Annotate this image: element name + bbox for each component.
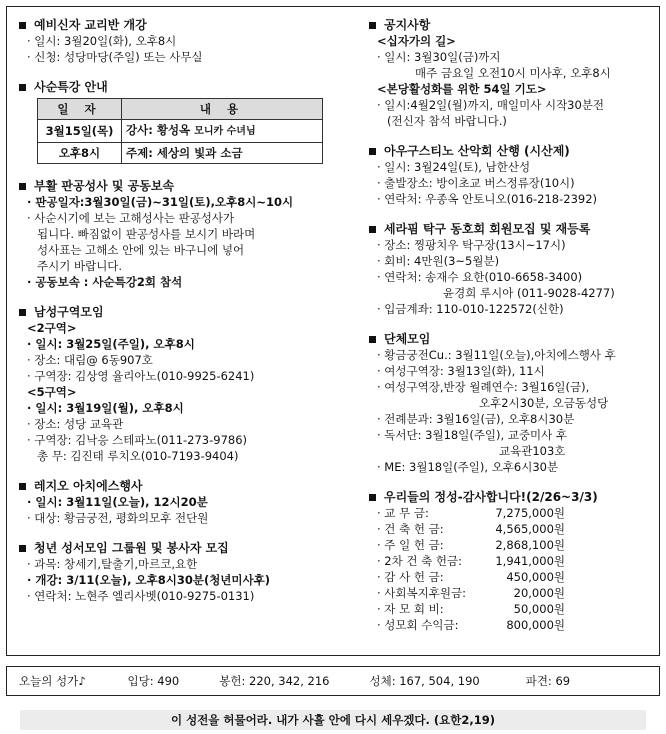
offering-label: · 2차 건 축 헌금: <box>377 554 463 568</box>
offering-amount: 20,000원 <box>513 586 565 600</box>
section-title-text: 청년 성서모임 그룹원 및 봉사자 모집 <box>34 541 229 555</box>
men-group-section <box>19 304 334 464</box>
hiking-title <box>369 143 659 159</box>
square-bullet-icon <box>19 483 26 490</box>
offering-row <box>369 537 659 553</box>
notice-title <box>369 17 659 33</box>
section-title-text: 아우구스티노 산악회 산행 (시산제) <box>384 144 570 158</box>
youth-section <box>19 540 334 604</box>
offering-amount: 7,275,000원 <box>495 506 565 520</box>
offering-amount: 2,868,100원 <box>495 538 565 552</box>
pingpong-title <box>369 221 659 237</box>
hiking-line: · 출발장소: 방이초교 버스정류장(10시) <box>377 176 575 190</box>
bulletin-frame <box>6 6 660 656</box>
offering-row <box>369 601 659 617</box>
row-value: 황성옥 <box>156 123 191 137</box>
table-row <box>38 143 323 164</box>
hymn-communion: 성체: 167, 504, 190 <box>369 674 480 688</box>
pingpong-line: · 장소: 찡팡치우 탁구장(13시~17시) <box>377 238 566 252</box>
hymn-offertory: 봉헌: 220, 342, 216 <box>219 674 330 688</box>
row-value: 세상의 빛과 소금 <box>156 146 243 160</box>
scripture-verse: 이 성전을 허물어라. 내가 사흘 안에 다시 세우겠다. (요한2,19) <box>20 710 646 730</box>
group-meeting-line: · 전례분과: 3월16일(금), 오후8시30분 <box>377 412 575 426</box>
group-meeting-section <box>369 331 659 475</box>
offering-label: · 주 일 헌 금: <box>377 538 444 552</box>
group-meeting-line: · 여성구역장: 3월13일(화), 11시 <box>377 364 545 378</box>
table-header-date: 일 자 <box>38 99 122 120</box>
lecture-date: 3월15일(목) <box>38 120 122 143</box>
men-group-sub-heading: <5구역> <box>27 385 77 399</box>
men-group-line: · 구역장: 김낙응 스테파노(011-273-9786) <box>27 433 248 447</box>
lecture-speaker <box>122 120 323 143</box>
offering-label: · 성모회 수익금: <box>377 618 459 632</box>
legio-date: · 일시: 3월11일(오늘), 12시20분 <box>27 495 208 509</box>
offering-label: · 감 사 헌 금: <box>377 570 444 584</box>
notice-section <box>369 17 659 129</box>
confession-text: 주시기 바랍니다. <box>37 259 123 273</box>
men-group-line: · 구역장: 김상영 율리아노(010-9925-6241) <box>27 369 255 383</box>
confession-title <box>19 178 334 194</box>
offering-amount: 50,000원 <box>513 602 565 616</box>
square-bullet-icon <box>369 148 376 155</box>
offering-amount: 800,000원 <box>506 618 565 632</box>
hymn-footer <box>6 666 660 696</box>
youth-title <box>19 540 334 556</box>
square-bullet-icon <box>19 545 26 552</box>
men-group-sub-heading: <2구역> <box>27 321 77 335</box>
square-bullet-icon <box>369 494 376 501</box>
legio-title <box>19 478 334 494</box>
men-group-line: · 장소: 성당 교육관 <box>27 417 124 431</box>
legio-section <box>19 478 334 526</box>
square-bullet-icon <box>19 22 26 29</box>
pingpong-line: · 연락처: 송재수 요한(010-6658-3400) <box>377 270 583 284</box>
square-bullet-icon <box>19 183 26 190</box>
lecture-topic <box>122 143 323 164</box>
table-row <box>38 120 323 143</box>
notice-sub-heading: <십자가의 길> <box>377 34 456 48</box>
section-title-text: 사순특강 안내 <box>34 80 108 94</box>
youth-line: · 과목: 창세기,탈출기,마르코,요한 <box>27 557 198 571</box>
square-bullet-icon <box>369 22 376 29</box>
row-label: 주제: <box>126 146 153 160</box>
lent-lecture-title <box>19 79 334 95</box>
lent-lecture-section <box>19 79 334 164</box>
offering-amount: 450,000원 <box>506 570 565 584</box>
men-group-title <box>19 304 334 320</box>
group-meeting-line: 오후2시30분, 오금동성당 <box>479 396 609 410</box>
offering-row <box>369 521 659 537</box>
lecture-table <box>37 98 323 164</box>
section-title-text: 세라핌 탁구 동호회 회원모집 및 재등록 <box>384 222 591 236</box>
group-meeting-line: 교육관103호 <box>499 444 566 458</box>
men-group-line: 총 무: 김진태 루치오(010-7193-9404) <box>37 449 239 463</box>
offering-title <box>369 489 659 505</box>
section-title-text: 예비신자 교리반 개강 <box>34 18 147 32</box>
lecture-time: 오후8시 <box>38 143 122 164</box>
men-group-line: · 일시: 3월25일(주일), 오후8시 <box>27 337 195 351</box>
section-title-text: 부활 판공성사 및 공동보속 <box>34 179 175 193</box>
group-meeting-title <box>369 331 659 347</box>
square-bullet-icon <box>369 226 376 233</box>
offering-row <box>369 585 659 601</box>
group-meeting-line: · ME: 3월18일(주일), 오후6시30분 <box>377 460 559 474</box>
square-bullet-icon <box>19 309 26 316</box>
catechumen-section <box>19 17 334 65</box>
table-header-content: 내 용 <box>122 99 323 120</box>
men-group-line: · 장소: 대림@ 6동907호 <box>27 353 153 367</box>
right-column <box>369 17 659 647</box>
square-bullet-icon <box>369 336 376 343</box>
offering-label: · 교 무 금: <box>377 506 429 520</box>
notice-line: · 일시:4월2일(월)까지, 매일미사 시작30분전 <box>377 98 605 112</box>
men-group-line: · 일시: 3월19일(월), 오후8시 <box>27 401 184 415</box>
hiking-section <box>369 143 659 207</box>
square-bullet-icon <box>19 84 26 91</box>
youth-line: · 개강: 3/11(오늘), 오후8시30분(청년미사후) <box>27 573 270 587</box>
confession-penance: · 공동보속 : 사순특강2회 참석 <box>27 275 183 289</box>
pingpong-line: · 회비: 4만원(3~5월분) <box>377 254 500 268</box>
left-column <box>19 17 334 618</box>
catechumen-title <box>19 17 334 33</box>
offering-section <box>369 489 659 633</box>
legio-target: · 대상: 황금궁전, 평화의모후 전단원 <box>27 511 209 525</box>
group-meeting-line: · 황금궁전Cu.: 3월11일(오늘),아치에스행사 후 <box>377 348 616 362</box>
offering-amount: 1,941,000원 <box>495 554 565 568</box>
section-title-text: 남성구역모임 <box>34 305 104 319</box>
hymn-label: 오늘의 성가♪ <box>19 674 86 688</box>
offering-row <box>369 505 659 521</box>
offering-label: · 자 모 회 비: <box>377 602 444 616</box>
confession-text: 됩니다. 빠짐없이 판공성사를 보시기 바라며 <box>37 227 256 241</box>
group-meeting-line: · 여성구역장,반장 월례연수: 3월16일(금), <box>377 380 590 394</box>
hymn-entrance: 입당: 490 <box>127 674 180 688</box>
section-title-text: 단체모임 <box>384 332 431 346</box>
confession-text: · 사순시기에 보는 고해성사는 판공성사가 <box>27 211 235 225</box>
section-title-text: 우리들의 정성-감사합니다!(2/26~3/3) <box>384 490 598 504</box>
pingpong-contact2: 윤경희 루시아 (011-9028-4277) <box>443 286 615 300</box>
offering-row <box>369 569 659 585</box>
row-label: 강사: <box>126 123 153 137</box>
section-title-text: 레지오 아치에스행사 <box>34 479 143 493</box>
hiking-line: · 연락처: 우종옥 안토니오(016-218-2392) <box>377 192 598 206</box>
pingpong-section <box>369 221 659 317</box>
confession-date: · 판공일자:3월30일(금)~31일(토),오후8시~10시 <box>27 195 294 209</box>
section-title-text: 공지사항 <box>384 18 431 32</box>
pingpong-account: · 입금계좌: 110-010-122572(신한) <box>377 302 564 316</box>
notice-sub-heading: <본당활성화를 위한 54일 기도> <box>377 82 547 96</box>
hiking-line: · 일시: 3월24일(토), 남한산성 <box>377 160 531 174</box>
offering-label: · 사회복지후원금: <box>377 586 466 600</box>
group-meeting-line: · 독서단: 3월18일(주일), 교중미사 후 <box>377 428 568 442</box>
youth-line: · 연락처: 노현주 엘리사벳(010-9275-0131) <box>27 589 255 603</box>
offering-label: · 건 축 헌 금: <box>377 522 444 536</box>
catechumen-date: · 일시: 3월20일(화), 오후8시 <box>27 34 177 48</box>
notice-line: (전신자 참석 바랍니다.) <box>387 114 507 128</box>
offering-row <box>369 617 659 633</box>
offering-amount: 4,565,000원 <box>495 522 565 536</box>
offering-row <box>369 553 659 569</box>
hymn-recessional: 파견: 69 <box>525 674 571 688</box>
row-extra: 모니카 수녀님 <box>194 126 256 137</box>
notice-line: · 일시: 3월30일(금)까지 <box>377 50 501 64</box>
notice-line: 매주 금요일 오전10시 미사후, 오후8시 <box>415 66 611 80</box>
confession-section <box>19 178 334 290</box>
catechumen-apply: · 신청: 성당마당(주일) 또는 사무실 <box>27 50 203 64</box>
confession-text: 성사표는 고해소 안에 있는 바구니에 넣어 <box>37 243 245 257</box>
